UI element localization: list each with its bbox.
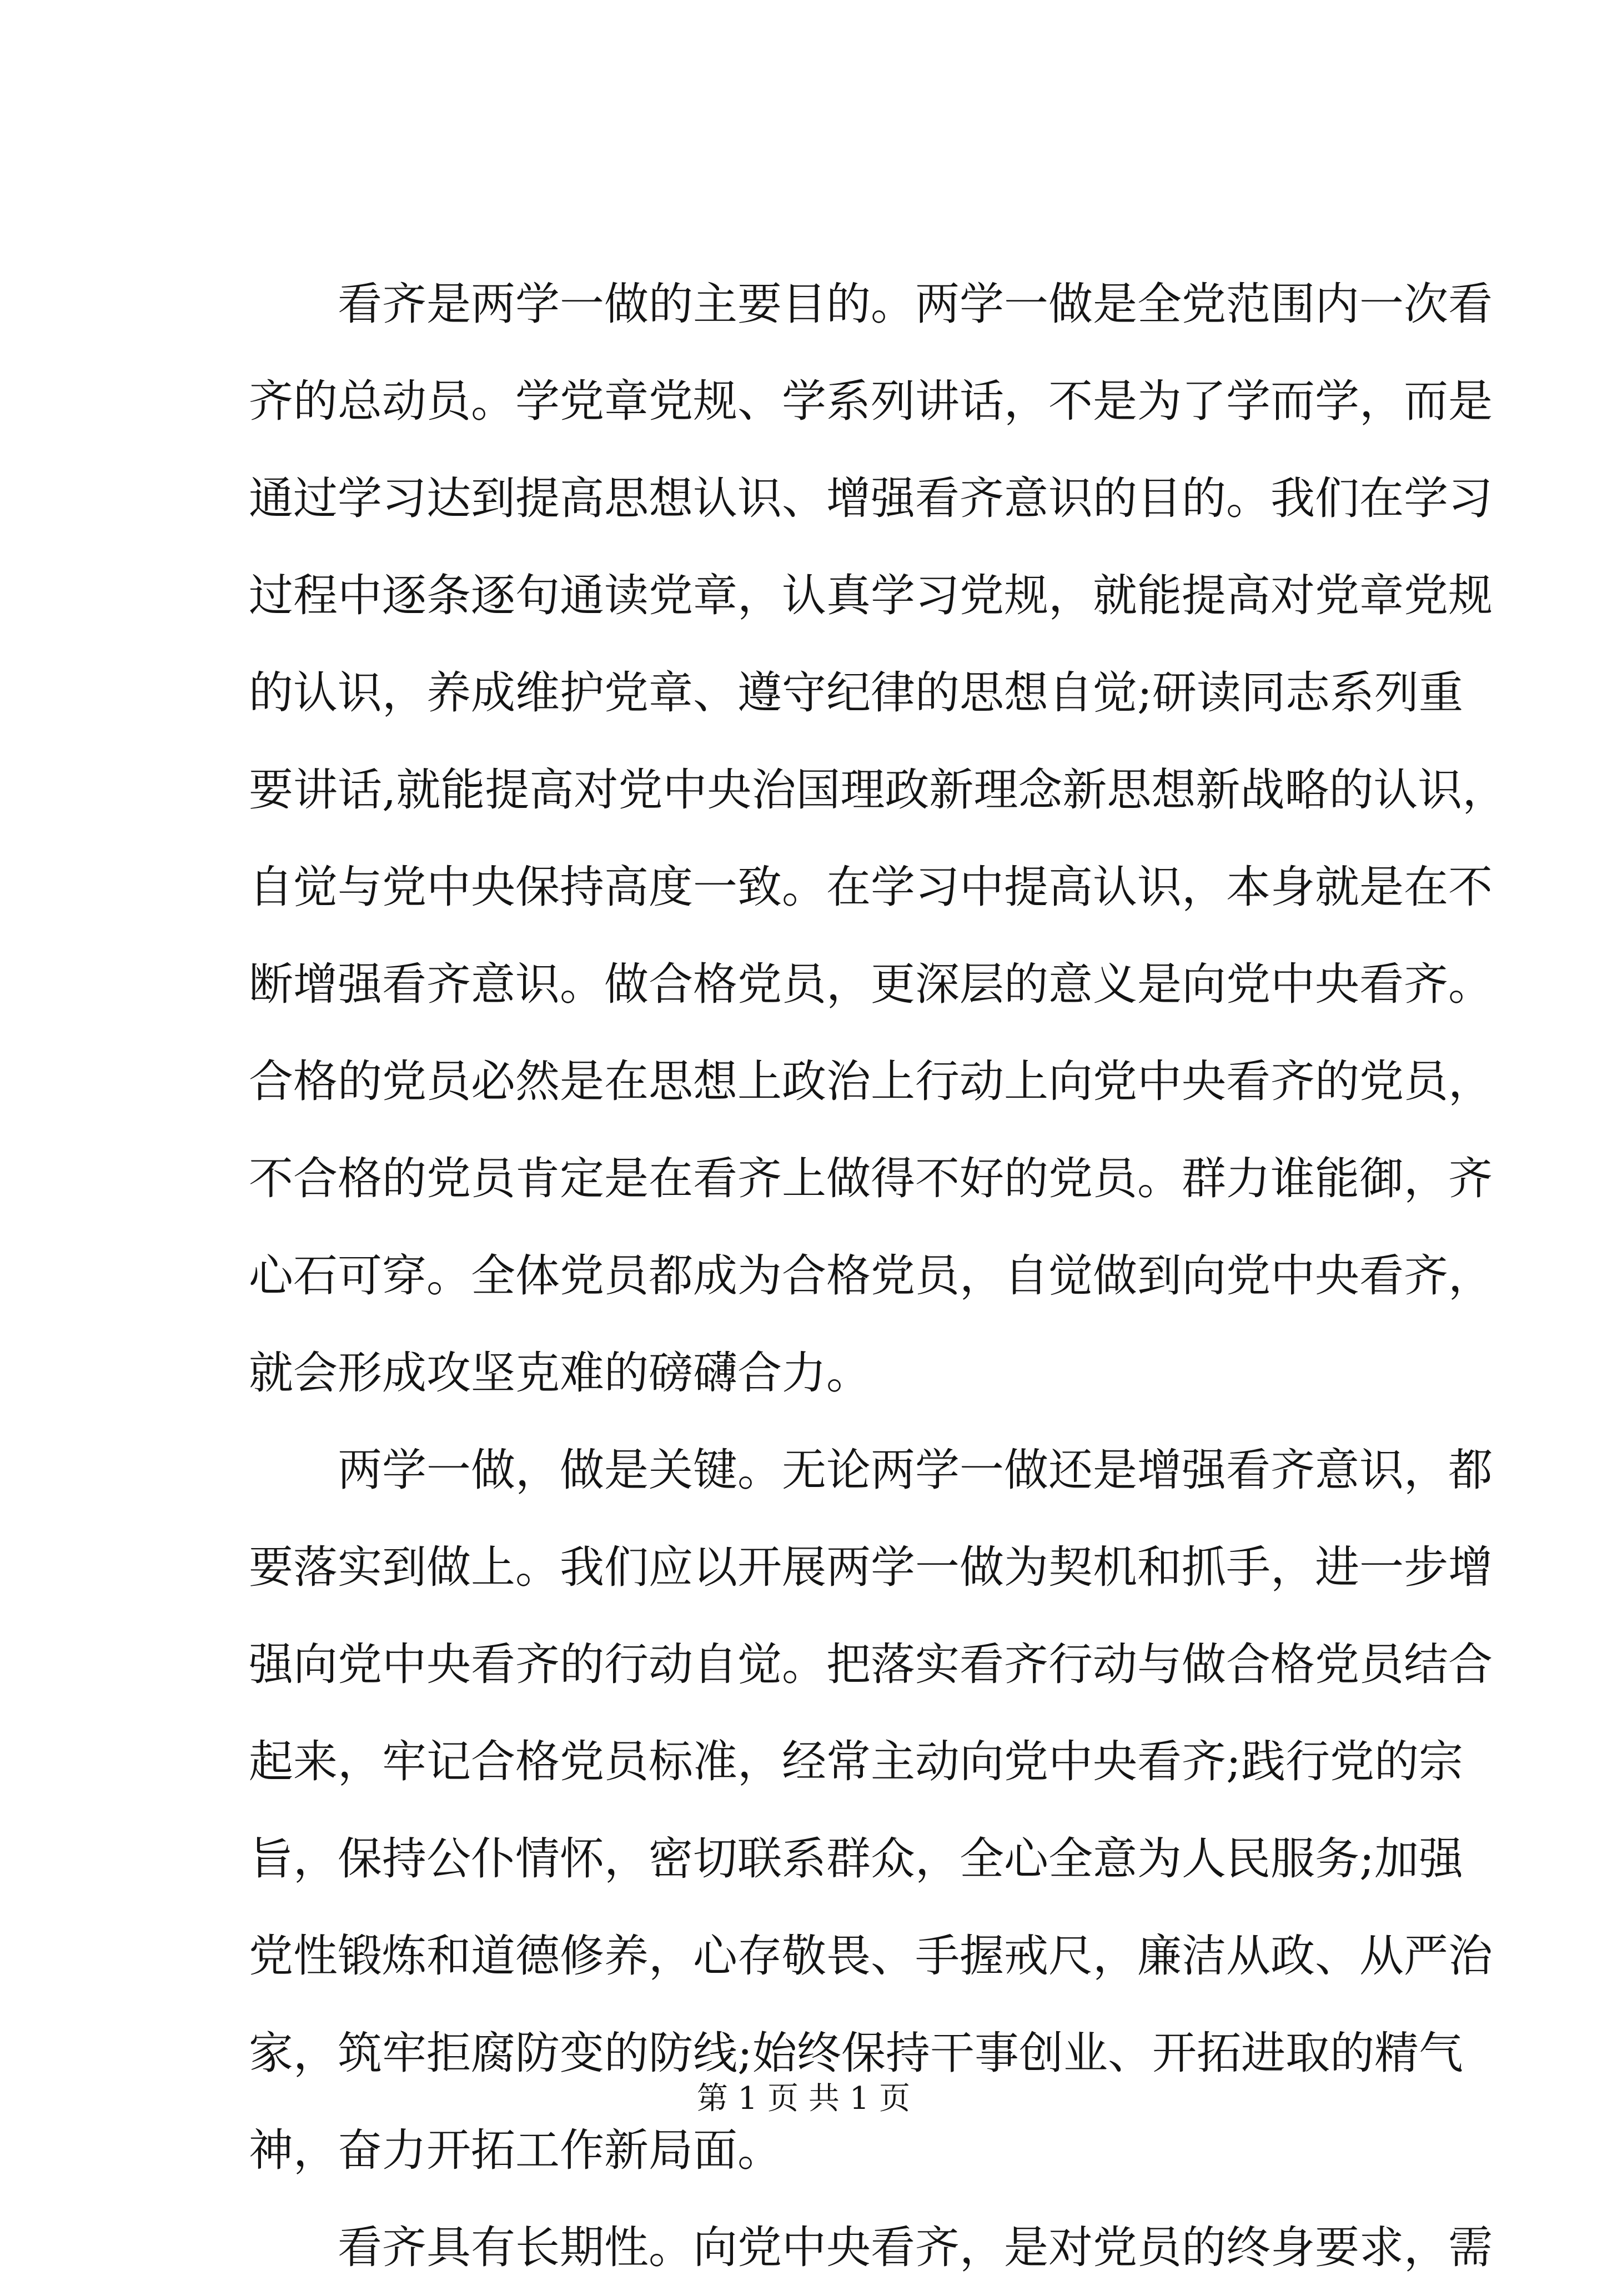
- paragraph-2-line-6: 党性锻炼和道德修养，心存敬畏、手握戒尺，廉洁从政、从严治: [249, 1930, 1493, 1982]
- paragraph-1-line-8: 断增强看齐意识。做合格党员，更深层的意义是向党中央看齐。: [249, 958, 1493, 1010]
- paragraph-1-line-9: 合格的党员必然是在思想上政治上行动上向党中央看齐的党员，: [249, 1056, 1493, 1107]
- paragraph-1-line-3: 通过学习达到提高思想认识、增强看齐意识的目的。我们在学习: [249, 473, 1493, 524]
- page-footer: 第 1 页 共 1 页: [696, 2081, 911, 2117]
- paragraph-2-line-8: 神，奋力开拓工作新局面。: [249, 2124, 782, 2176]
- paragraph-1-line-12: 就会形成攻坚克难的磅礴合力。: [249, 1347, 871, 1399]
- paragraph-2-line-3: 强向党中央看齐的行动自觉。把落实看齐行动与做合格党员结合: [249, 1639, 1493, 1690]
- paragraph-1-line-7: 自觉与党中央保持高度一致。在学习中提高认识，本身就是在不: [249, 861, 1493, 913]
- paragraph-1-line-10: 不合格的党员肯定是在看齐上做得不好的党员。群力谁能御，齐: [249, 1153, 1493, 1204]
- paragraph-1-line-11: 心石可穿。全体党员都成为合格党员，自觉做到向党中央看齐，: [249, 1250, 1493, 1302]
- paragraph-1-line-1: 看齐是两学一做的主要目的。两学一做是全党范围内一次看: [338, 278, 1493, 330]
- paragraph-2-line-7: 家，筑牢拒腐防变的防线;始终保持干事创业、开拓进取的精气: [249, 2027, 1463, 2079]
- paragraph-2-line-1: 两学一做，做是关键。无论两学一做还是增强看齐意识，都: [338, 1444, 1493, 1496]
- paragraph-2-line-2: 要落实到做上。我们应以开展两学一做为契机和抓手，进一步增: [249, 1541, 1493, 1593]
- paragraph-2-line-4: 起来，牢记合格党员标准，经常主动向党中央看齐;践行党的宗: [249, 1736, 1463, 1787]
- paragraph-3-line-1: 看齐具有长期性。向党中央看齐，是对党员的终身要求，需: [338, 2222, 1493, 2273]
- paragraph-2-line-5: 旨，保持公仆情怀，密切联系群众，全心全意为人民服务;加强: [249, 1833, 1463, 1885]
- paragraph-1-line-4: 过程中逐条逐句通读党章，认真学习党规，就能提高对党章党规: [249, 570, 1493, 621]
- paragraph-1-line-2: 齐的总动员。学党章党规、学系列讲话，不是为了学而学，而是: [249, 375, 1493, 427]
- paragraph-1-line-5: 的认识，养成维护党章、遵守纪律的思想自觉;研读同志系列重: [249, 667, 1463, 719]
- document-body: [249, 255, 1507, 2296]
- paragraph-1-line-6: 要讲话,就能提高对党中央治国理政新理念新思想新战略的认识，: [249, 764, 1507, 816]
